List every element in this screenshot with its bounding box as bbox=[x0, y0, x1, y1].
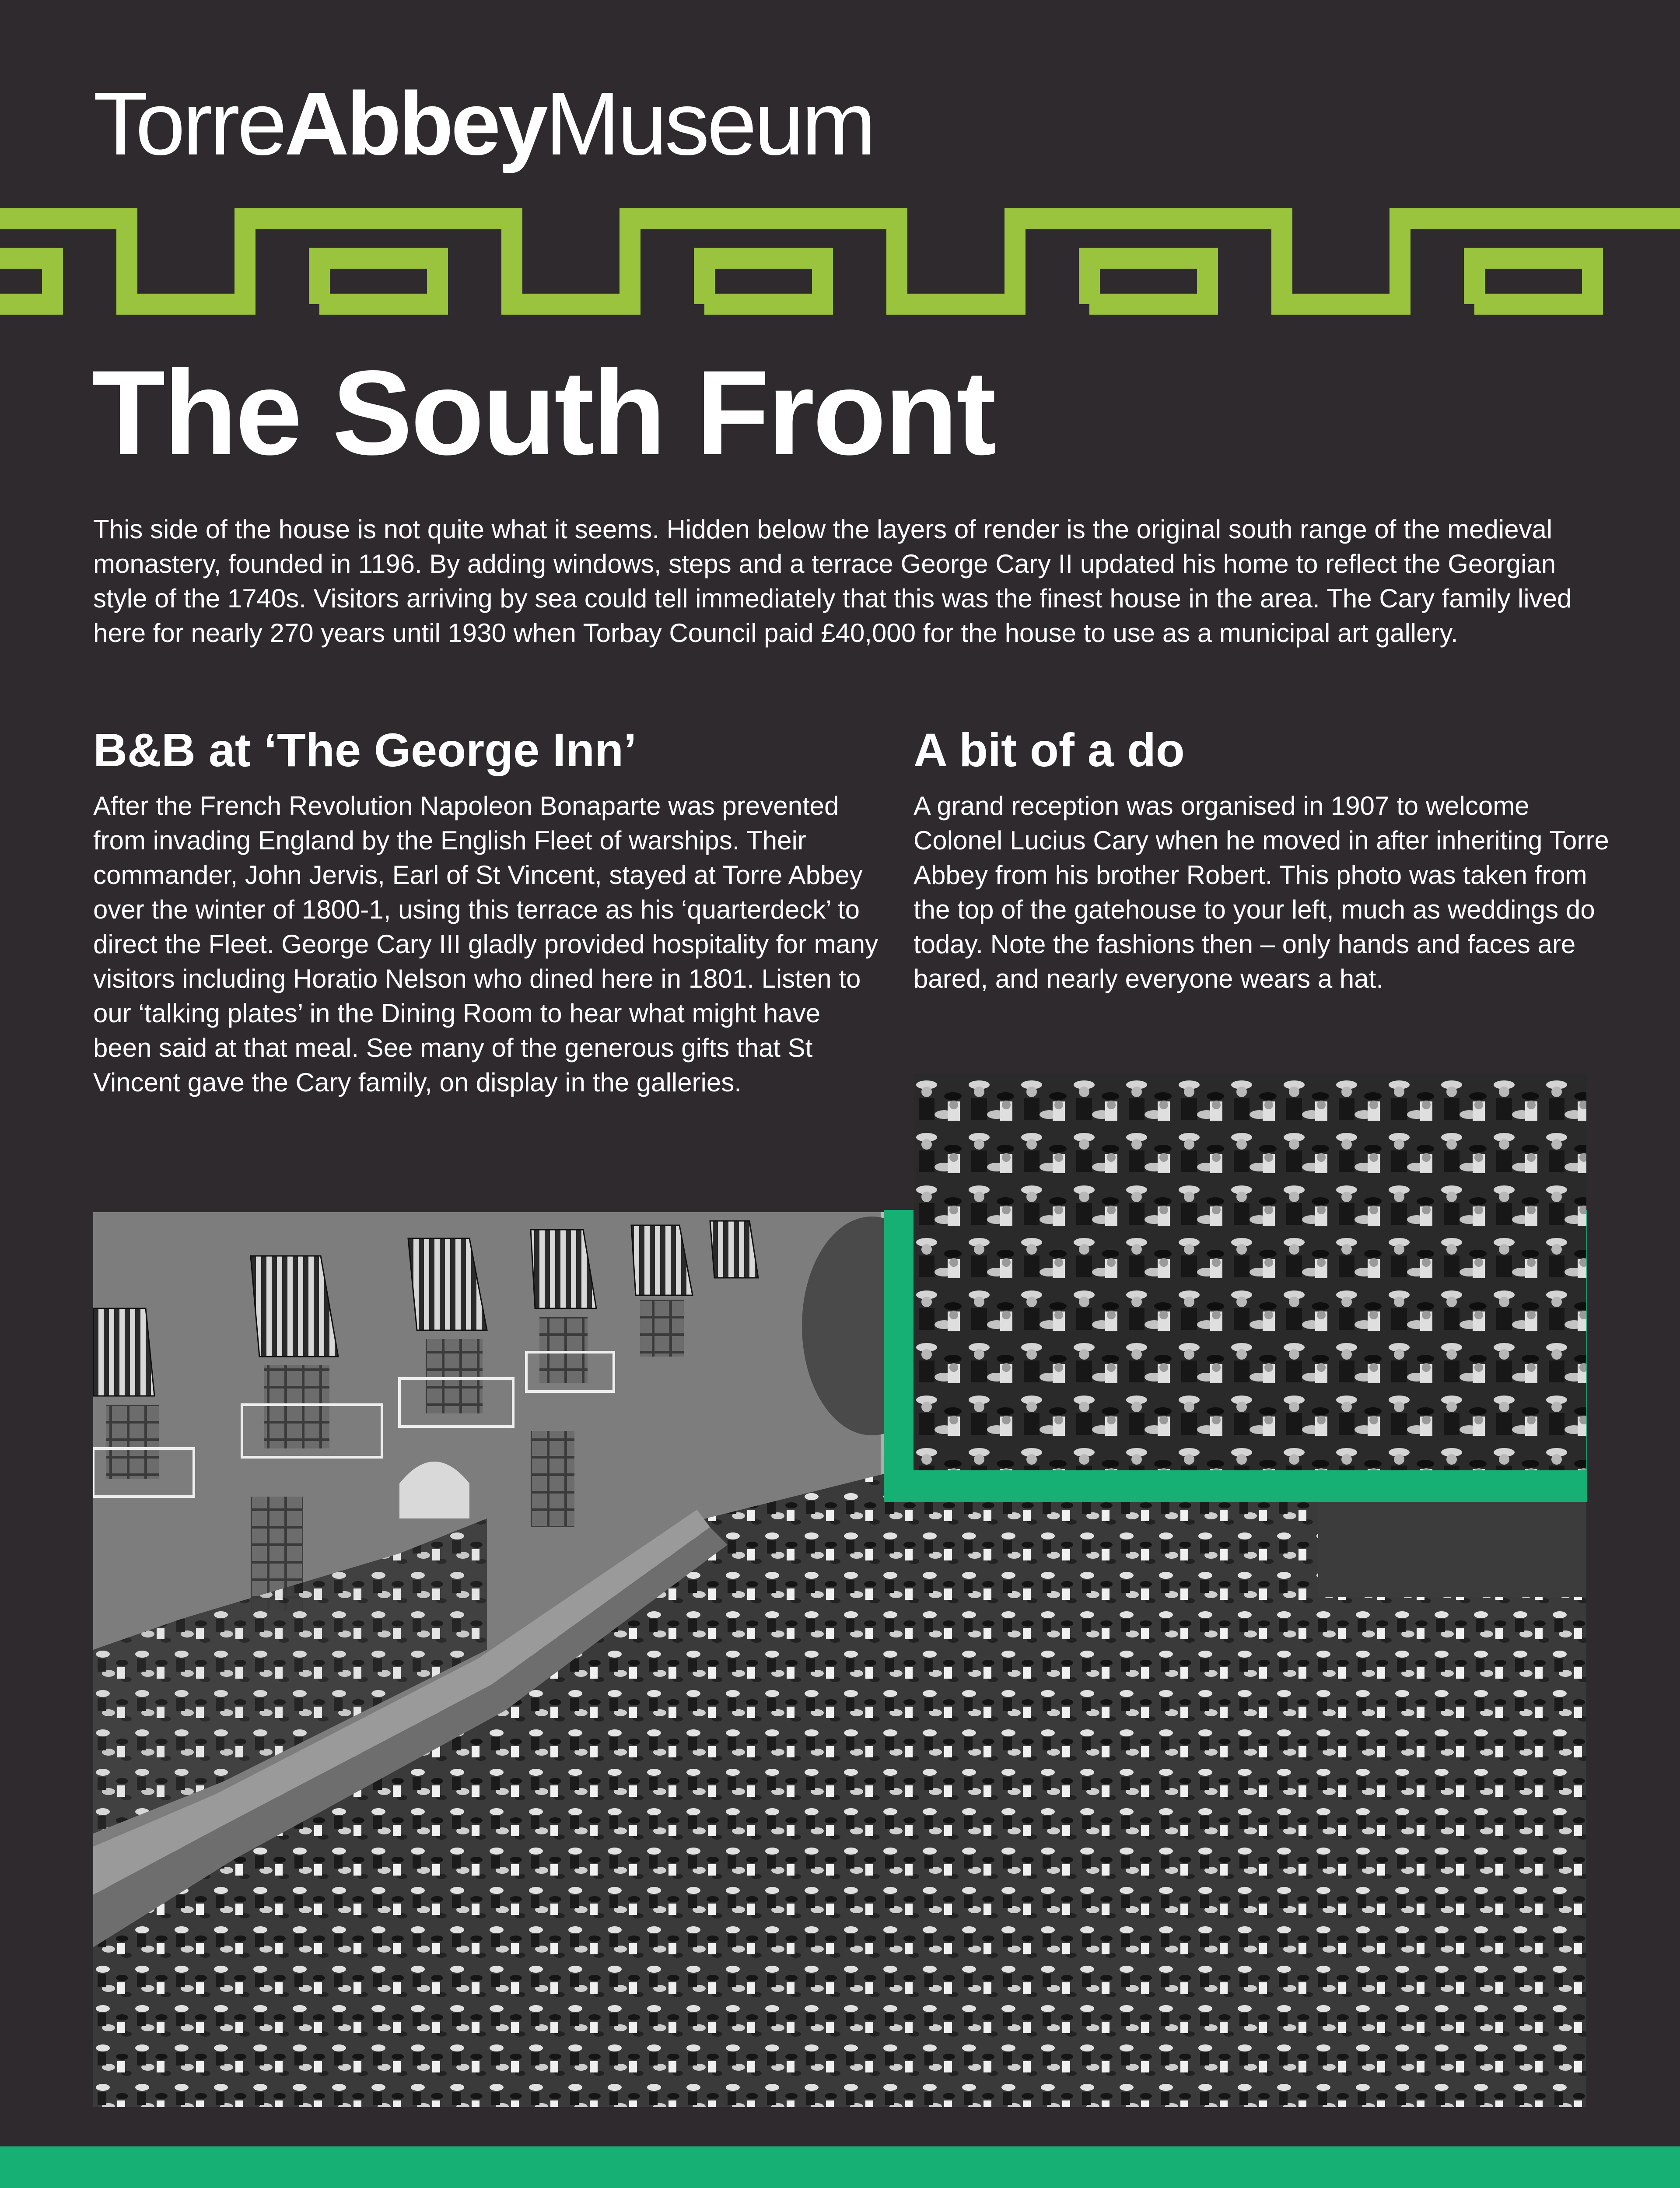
crowd-detail-photo bbox=[914, 1074, 1586, 1470]
section-body: A grand reception was organised in 1907 to welcome Colonel Lucius Cary when he moved in after inheriting Torre Abbey from his brother Robert. This photo was taken from the top of the gatehouse to your left, much as weddings do today. Note the fashions then – only hands and faces are bared, and nearly everyone wears a hat. bbox=[914, 791, 1609, 993]
section-bit-of-a-do bbox=[914, 724, 1614, 996]
section-george-inn bbox=[93, 724, 881, 1100]
footer-band bbox=[0, 2146, 1680, 2188]
section-body: After the French Revolution Napoleon Bonaparte was prevented from invading England by the English Fleet of warships. Their commander, John Jervis, Earl of St Vincent, stayed at Torre Abbey over the winter of 1800-1, using this terrace as his ‘quarterdeck’ to direct the Fleet. George Cary III gladly provided hospitality for many visitors including Horatio Nelson who dined here in 1801. Listen to our ‘talking plates’ in the Dining Room to hear what might have been said at that meal. See many of the generous gifts that St Vincent gave the Cary family, on display in the galleries. bbox=[93, 791, 878, 1097]
logo-word-abbey: Abbey bbox=[284, 74, 546, 174]
museum-logo bbox=[93, 74, 874, 174]
logo-word-museum: Museum bbox=[545, 74, 874, 174]
meander-line bbox=[0, 219, 1680, 304]
section-heading: B&B at ‘The George Inn’ bbox=[93, 723, 637, 776]
intro-paragraph: This side of the house is not quite what it seems. Hidden below the layers of render is the original south range of the medieval monastery, founded in 1196. By adding windows, steps and a terrace George Cary II updated his home to reflect the Georgian style of the 1740s. Visitors arriving by sea could tell immediately that this was the finest house in the area. The Cary family lived here for nearly 270 years until 1930 when Torbay Council paid £40,000 for the house to use as a municipal art gallery. bbox=[93, 515, 1572, 648]
page-title: The South Front bbox=[92, 346, 995, 480]
section-heading: A bit of a do bbox=[914, 723, 1185, 776]
greek-key-border bbox=[0, 201, 1680, 324]
logo-word-torre: Torre bbox=[93, 74, 285, 174]
